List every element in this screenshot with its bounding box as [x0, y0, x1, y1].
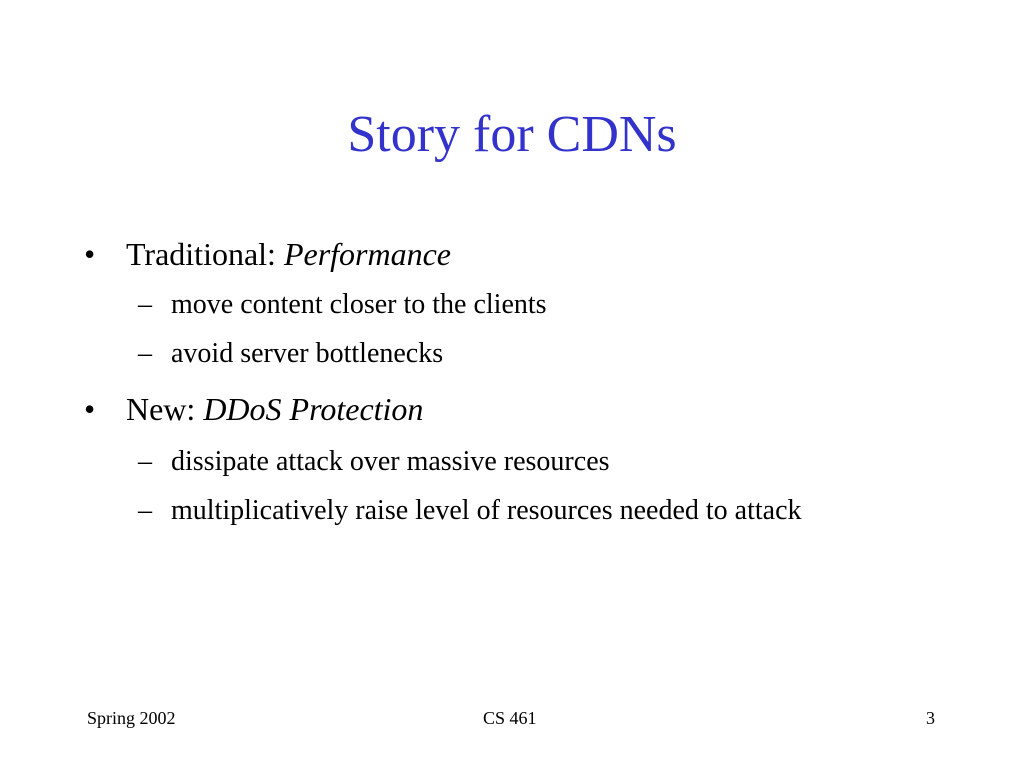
bullet-item: [84, 234, 451, 274]
footer-page-number: 3: [926, 708, 935, 728]
bullet-marker: •: [84, 236, 96, 272]
sub-marker: –: [138, 289, 152, 320]
sub-marker: –: [138, 446, 152, 477]
sub-item: [138, 493, 802, 529]
bullet-item: [84, 389, 423, 429]
sub-marker: –: [138, 495, 152, 526]
bullet-marker: •: [84, 391, 96, 427]
sub-item-text: dissipate attack over massive resources: [171, 446, 610, 477]
sub-marker: –: [138, 338, 152, 369]
slide-title: Story for CDNs: [347, 106, 677, 163]
footer-date: Spring 2002: [87, 708, 176, 728]
sub-item-text: multiplicatively raise level of resources needed to attack: [171, 495, 802, 526]
sub-item-text: avoid server bottlenecks: [171, 338, 444, 369]
bullet-label: New:: [126, 391, 204, 427]
sub-item-text: move content closer to the clients: [171, 289, 547, 320]
sub-item: [138, 336, 443, 372]
bullet-emphasis: Performance: [283, 236, 451, 272]
sub-item: [138, 444, 610, 480]
bullet-emphasis: DDoS Protection: [203, 391, 424, 427]
sub-item: [138, 287, 547, 323]
bullet-label: Traditional:: [126, 236, 284, 272]
footer-course: CS 461: [483, 708, 537, 728]
